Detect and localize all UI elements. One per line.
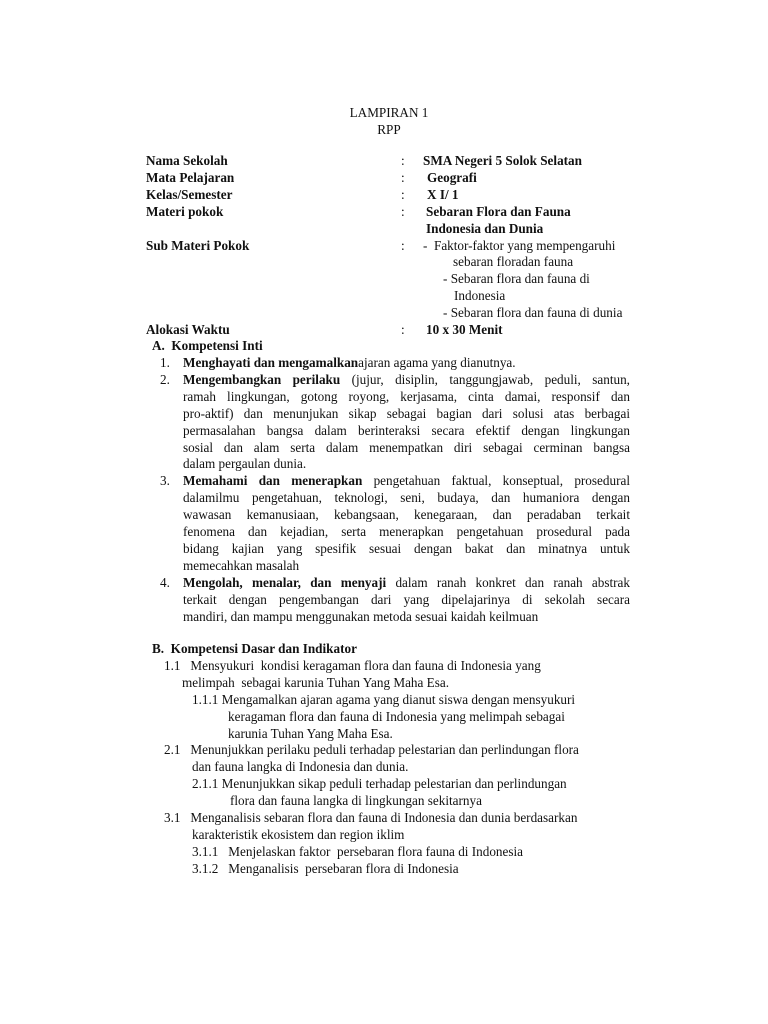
colon: : bbox=[401, 186, 405, 202]
kd-line: dan fauna langka di Indonesia dan dunia. bbox=[192, 759, 409, 775]
kd-line: melimpah sebagai karunia Tuhan Yang Maha Esa. bbox=[182, 674, 450, 690]
ki-item-lead: Memahami dan menerapkan bbox=[183, 473, 363, 489]
ki-item-line-text: dalam ranah konkret dan ranah abstrak bbox=[386, 574, 630, 590]
colon: : bbox=[401, 237, 405, 253]
ki-item-text bbox=[183, 473, 630, 574]
ki-item-lead: Mengolah, menalar, dan menyaji bbox=[183, 574, 387, 590]
colon: : bbox=[401, 322, 405, 338]
ki-item-text bbox=[183, 372, 630, 473]
ki-item-line bbox=[183, 423, 630, 440]
ki-item-line bbox=[183, 541, 630, 558]
identity-row-school bbox=[146, 153, 767, 170]
ki-list bbox=[160, 355, 630, 642]
kd-line: 3.1.1 Menjelaskan faktor persebaran flora fauna di Indonesia bbox=[192, 843, 524, 859]
subtopic-label: Sub Materi Pokok bbox=[146, 237, 250, 253]
ki-item-text bbox=[183, 355, 630, 372]
ki-item-line-text: bidang kajian yang spesifik sesuai dengan bakat dan minatnya untuk bbox=[183, 540, 630, 556]
kd-line: 1.1.1 Mengamalkan ajaran agama yang dianut siswa dengan mensyukuri bbox=[192, 691, 576, 707]
subtopic-list bbox=[423, 238, 763, 323]
ki-item-line bbox=[183, 389, 630, 406]
ki-item-line-text: fenomena dan kejadian, serta menerapkan pengetahuan prosedural pada bbox=[183, 524, 630, 540]
ki-item-line bbox=[183, 524, 630, 541]
ki-item-line-text: pro-aktif) dan menunjukan sikap sebagai bagian dari solusi atas berbagai bbox=[183, 405, 630, 421]
kd-line: 2.1 Menunjukkan perilaku peduli terhadap pelestarian dan perlindungan flora bbox=[164, 742, 579, 758]
document-header bbox=[0, 105, 768, 139]
ki-item-number: 4. bbox=[160, 574, 170, 590]
kd-line: karakteristik ekosistem dan region iklim bbox=[192, 826, 405, 842]
ki-item bbox=[160, 355, 630, 372]
ki-item-line bbox=[183, 609, 630, 626]
ki-item-line-text: wawasan kemanusiaan, kebangsaan, kenegaraan, dan peradaban terkait bbox=[183, 507, 630, 523]
school-value: SMA Negeri 5 Solok Selatan bbox=[423, 153, 582, 168]
identity-table bbox=[146, 153, 767, 339]
ki-item-line bbox=[183, 440, 630, 457]
ki-item-line bbox=[183, 592, 630, 609]
spacer bbox=[160, 626, 630, 643]
ki-item-line bbox=[183, 355, 630, 372]
subtopic-item-3: - Sebaran flora dan fauna di dunia bbox=[443, 305, 623, 321]
ki-item-line bbox=[183, 473, 630, 490]
kd-line: 3.1.2 Menganalisis persebaran flora di Indonesia bbox=[192, 860, 459, 876]
class-value: X I/ 1 bbox=[427, 186, 459, 202]
ki-item-line-text: sosial dan alam serta dalam menempatkan diri sebagai cerminan bangsa bbox=[183, 439, 630, 455]
ki-item-line bbox=[183, 406, 630, 423]
time-value: 10 x 30 Menit bbox=[426, 322, 503, 338]
topic-label: Materi pokok bbox=[146, 203, 224, 219]
kd-line: 2.1.1 Menunjukkan sikap peduli terhadap pelestarian dan perlindungan bbox=[192, 776, 567, 792]
ki-item-line-text: dalam pergaulan dunia. bbox=[183, 456, 307, 472]
identity-row-class bbox=[146, 187, 767, 204]
ki-item-lead: Menghayati dan mengamalkan bbox=[183, 355, 359, 370]
subtopic-item-1: - Faktor-faktor yang mempengaruhi bbox=[423, 237, 616, 253]
ki-item bbox=[160, 575, 630, 626]
kd-line: karunia Tuhan Yang Maha Esa. bbox=[228, 725, 393, 741]
ki-item-line bbox=[183, 456, 630, 473]
kd-line: keragaman flora dan fauna di Indonesia yang melimpah sebagai bbox=[228, 708, 565, 724]
ki-item-line-text: mandiri, dan mampu menggunakan metoda sesuai kaidah keilmuan bbox=[183, 608, 539, 624]
subtopic-item-2-cont: Indonesia bbox=[454, 288, 506, 304]
ki-item-line-text: terkait dengan pengembangan dari yang dipelajarinya di sekolah secara bbox=[183, 591, 630, 607]
ki-item-line bbox=[183, 372, 630, 389]
subject-label: Mata Pelajaran bbox=[146, 169, 235, 185]
ki-item-number: 1. bbox=[160, 355, 170, 370]
rpp-title: RPP bbox=[377, 121, 401, 137]
subject-value: Geografi bbox=[427, 169, 477, 185]
ki-item-line-text: permasalahan bangsa dalam berinteraksi secara efektif dengan lingkungan bbox=[183, 422, 630, 438]
ki-item-line-text: (jujur, disiplin, tanggungjawab, peduli, santun, bbox=[340, 371, 630, 387]
ki-item bbox=[160, 372, 630, 473]
kd-line: flora dan fauna langka di lingkungan sekitarnya bbox=[230, 793, 482, 809]
ki-item-number: 3. bbox=[160, 473, 170, 489]
ki-item-line-text: pengetahuan faktual, konseptual, prosedural bbox=[362, 473, 630, 489]
identity-row-subtopic bbox=[146, 238, 767, 323]
ki-item-line-text: memecahkan masalah bbox=[183, 557, 300, 573]
colon: : bbox=[401, 153, 405, 168]
kd-line: 1.1 Mensyukuri kondisi keragaman flora dan fauna di Indonesia yang bbox=[164, 658, 541, 673]
topic-value-line-1: Sebaran Flora dan Fauna bbox=[426, 203, 571, 219]
ki-heading: A. Kompetensi Inti bbox=[152, 338, 263, 353]
ki-item-text bbox=[183, 575, 630, 626]
ki-item-line-text: ramah lingkungan, gotong royong, kerjasama, cinta damai, responsif dan bbox=[183, 388, 630, 404]
kd-line: 3.1 Menganalisis sebaran flora dan fauna di Indonesia dan dunia berdasarkan bbox=[164, 810, 578, 826]
subtopic-item-2: - Sebaran flora dan fauna di bbox=[443, 271, 590, 287]
ki-item-number: 2. bbox=[160, 371, 170, 387]
school-label: Nama Sekolah bbox=[146, 153, 228, 168]
ki-item-line bbox=[183, 490, 630, 507]
subtopic-item-1-cont: sebaran floradan fauna bbox=[453, 254, 574, 270]
identity-row-topic bbox=[146, 204, 767, 238]
class-label: Kelas/Semester bbox=[146, 186, 233, 202]
appendix-title: LAMPIRAN 1 bbox=[349, 105, 429, 120]
ki-item bbox=[160, 473, 630, 574]
ki-item-line bbox=[183, 558, 630, 575]
time-label: Alokasi Waktu bbox=[146, 322, 230, 338]
kd-list bbox=[164, 658, 654, 878]
ki-item-line bbox=[183, 507, 630, 524]
identity-row-time bbox=[146, 322, 767, 339]
ki-item-line-text: ajaran agama yang dianutnya. bbox=[358, 355, 516, 370]
kd-heading: B. Kompetensi Dasar dan Indikator bbox=[152, 641, 357, 656]
ki-item-line-text: dalamilmu pengetahuan, teknologi, seni, budaya, dan humaniora dengan bbox=[183, 490, 630, 506]
ki-item-lead: Mengembangkan perilaku bbox=[183, 371, 341, 387]
topic-value-line-2: Indonesia dan Dunia bbox=[426, 220, 544, 236]
topic-value bbox=[423, 204, 763, 238]
identity-row-subject bbox=[146, 170, 767, 187]
colon: : bbox=[401, 203, 405, 219]
ki-item-line bbox=[183, 575, 630, 592]
colon: : bbox=[401, 169, 405, 185]
